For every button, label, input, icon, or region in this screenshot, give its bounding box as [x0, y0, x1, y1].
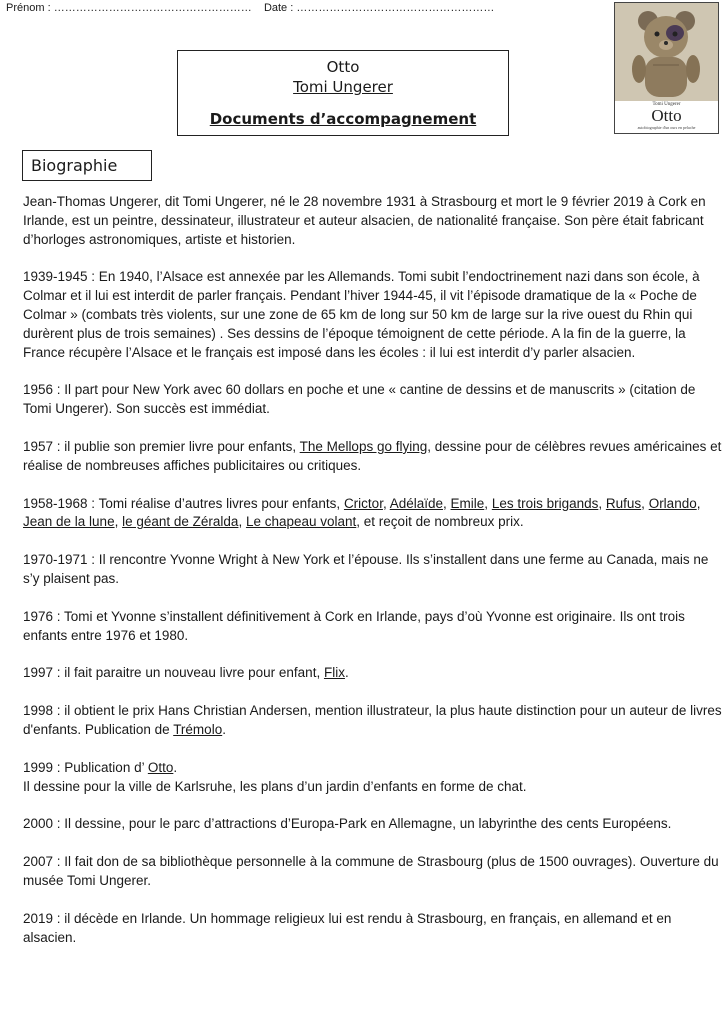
book-title-link: Rufus: [605, 495, 642, 511]
prenom-label: Prénom :: [6, 2, 51, 14]
biography-paragraph: [23, 495, 723, 533]
biography-paragraph: [23, 664, 723, 683]
paragraph-text: ,: [382, 495, 390, 511]
paragraph-text: ,: [484, 495, 492, 511]
paragraph-text: ,: [114, 514, 123, 530]
prenom-field[interactable]: ………………………………………………: [53, 2, 252, 14]
paragraph-text: ,: [641, 495, 649, 511]
book-title: Otto: [326, 58, 360, 76]
paragraph-text: ,: [598, 495, 606, 511]
paragraph-text: .: [222, 721, 226, 737]
biography-paragraph: [23, 910, 723, 948]
teddy-bear-illustration: [615, 3, 718, 101]
date-field[interactable]: ………………………………………………: [296, 2, 495, 14]
paragraph-text: , et reçoit de nombreux prix.: [356, 514, 524, 530]
paragraph-text: Il dessine pour la ville de Karlsruhe, les plans d’un jardin d’enfants en forme de chat.: [23, 778, 527, 794]
paragraph-text: 1998 : il obtient le prix Hans Christian Andersen, mention illustrateur, la plus haute distinction pour un auteur de livres d'enfants. Publication de: [23, 703, 722, 737]
paragraph-text: 1956 : Il part pour New York avec 60 dollars en poche et une « cantine de dessins et de manuscrits » (citation de Tomi Ungerer). Son succès est immédiat.: [23, 382, 696, 417]
paragraph-text: 1976 : Tomi et Yvonne s’installent définitivement à Cork en Irlande, pays d’où Yvonne est originaire. Ils ont trois enfants entre 1976 et 1980.: [23, 608, 685, 643]
book-title-link: Trémolo: [173, 721, 223, 737]
paragraph-text: , dessine pour de célèbres revues américaines et réalise de nombreuses affiches publicitaires ou critiques.: [23, 438, 722, 473]
paragraph-text: .: [173, 759, 178, 775]
biography-paragraph: [23, 702, 723, 740]
documents-subtitle: Documents d’accompagnement: [209, 110, 477, 128]
book-title-link: Crictor: [343, 495, 383, 511]
book-title-link: Adélaïde: [389, 495, 444, 511]
paragraph-text: 1939-1945 : En 1940, l’Alsace est annexée par les Allemands. Tomi subit l’endoctrinement nazi dans son école, à Colmar et il lui est interdit de parler français. Pendant l’hiver 1944-45, il vit l’épisode dramatique de la « Poche de Colmar » (combats très violents, sur une zone de 65 km de long sur 50 km de large sur la rive ouest du Rhin qui durèrent plus de trois semaines) . Ses dessins de l’époque témoignent de cette période. A la fin de la guerre, la France récupère l’Alsace et le français est imposé dans les écoles : il lui est interdit d’y parler alsacien.: [23, 269, 700, 360]
paragraph-text: 2000 : Il dessine, pour le parc d’attractions d’Europa-Park en Allemagne, un labyrinthe des cents Européens.: [23, 816, 672, 832]
paragraph-text: ,: [238, 514, 246, 530]
book-author: Tomi Ungerer: [293, 78, 393, 96]
book-title-link: The Mellops go flying: [299, 438, 428, 454]
biography-paragraph: [23, 381, 723, 419]
biography-paragraph: [23, 438, 723, 476]
book-title-link: Le chapeau volant: [245, 514, 357, 530]
book-title-link: le géant de Zéralda: [122, 514, 239, 530]
paragraph-text: Jean-Thomas Ungerer, dit Tomi Ungerer, né le 28 novembre 1931 à Strasbourg et mort le 9 février 2019 à Cork en Irlande, est un peintre, dessinateur, illustrateur et auteur alsacien, de nationalité française. Son père était fabricant d’horloges astronomiques, artiste et historien.: [23, 194, 706, 247]
book-title-link: Orlando: [648, 495, 697, 511]
paragraph-text: 2007 : Il fait don de sa bibliothèque personnelle à la commune de Strasbourg (plus de 1500 ouvrages). Ouverture du musée Tomi Ungerer.: [23, 854, 719, 888]
cover-subtitle: autobiographie d'un ours en peluche: [637, 125, 696, 130]
biography-paragraph: [23, 815, 723, 834]
paragraph-text: 1997 : il fait paraitre un nouveau livre pour enfant,: [23, 665, 324, 681]
paragraph-text: ,: [696, 495, 701, 511]
biography-paragraph: [23, 268, 723, 362]
paragraph-text: ,: [443, 495, 451, 511]
title-box: [177, 50, 509, 136]
book-title-link: Emile: [450, 495, 485, 511]
header-line: [6, 2, 494, 14]
section-title: Biographie: [22, 150, 152, 181]
paragraph-text: 1970-1971 : Il rencontre Yvonne Wright à New York et l’épouse. Ils s’installent dans une ferme au Canada, mais ne s’y plaisent pas.: [23, 552, 709, 586]
biography-paragraph: [23, 551, 723, 589]
book-title-link: Les trois brigands: [491, 495, 599, 511]
book-title-link: Jean de la lune: [23, 514, 115, 530]
cover-title: Otto: [651, 106, 682, 125]
biography-paragraph: [23, 853, 723, 891]
biography-paragraph: [23, 608, 723, 646]
cover-author: Tomi Ungerer: [652, 102, 681, 107]
biography-text: [23, 193, 723, 966]
book-title-link: Otto: [147, 759, 174, 775]
biography-paragraph: [23, 193, 723, 249]
book-title-link: Flix: [323, 665, 345, 681]
paragraph-text: 2019 : il décède en Irlande. Un hommage religieux lui est rendu à Strasbourg, en français, en allemand et en alsacien.: [23, 910, 672, 945]
book-cover-image: [614, 2, 719, 134]
date-label: Date :: [263, 2, 294, 14]
biography-paragraph: [23, 759, 723, 797]
paragraph-text: 1957 : il publie son premier livre pour enfants,: [23, 438, 300, 454]
paragraph-text: 1958-1968 : Tomi réalise d’autres livres pour enfants,: [23, 495, 344, 511]
paragraph-text: .: [344, 665, 349, 681]
paragraph-text: 1999 : Publication d’: [23, 759, 148, 775]
